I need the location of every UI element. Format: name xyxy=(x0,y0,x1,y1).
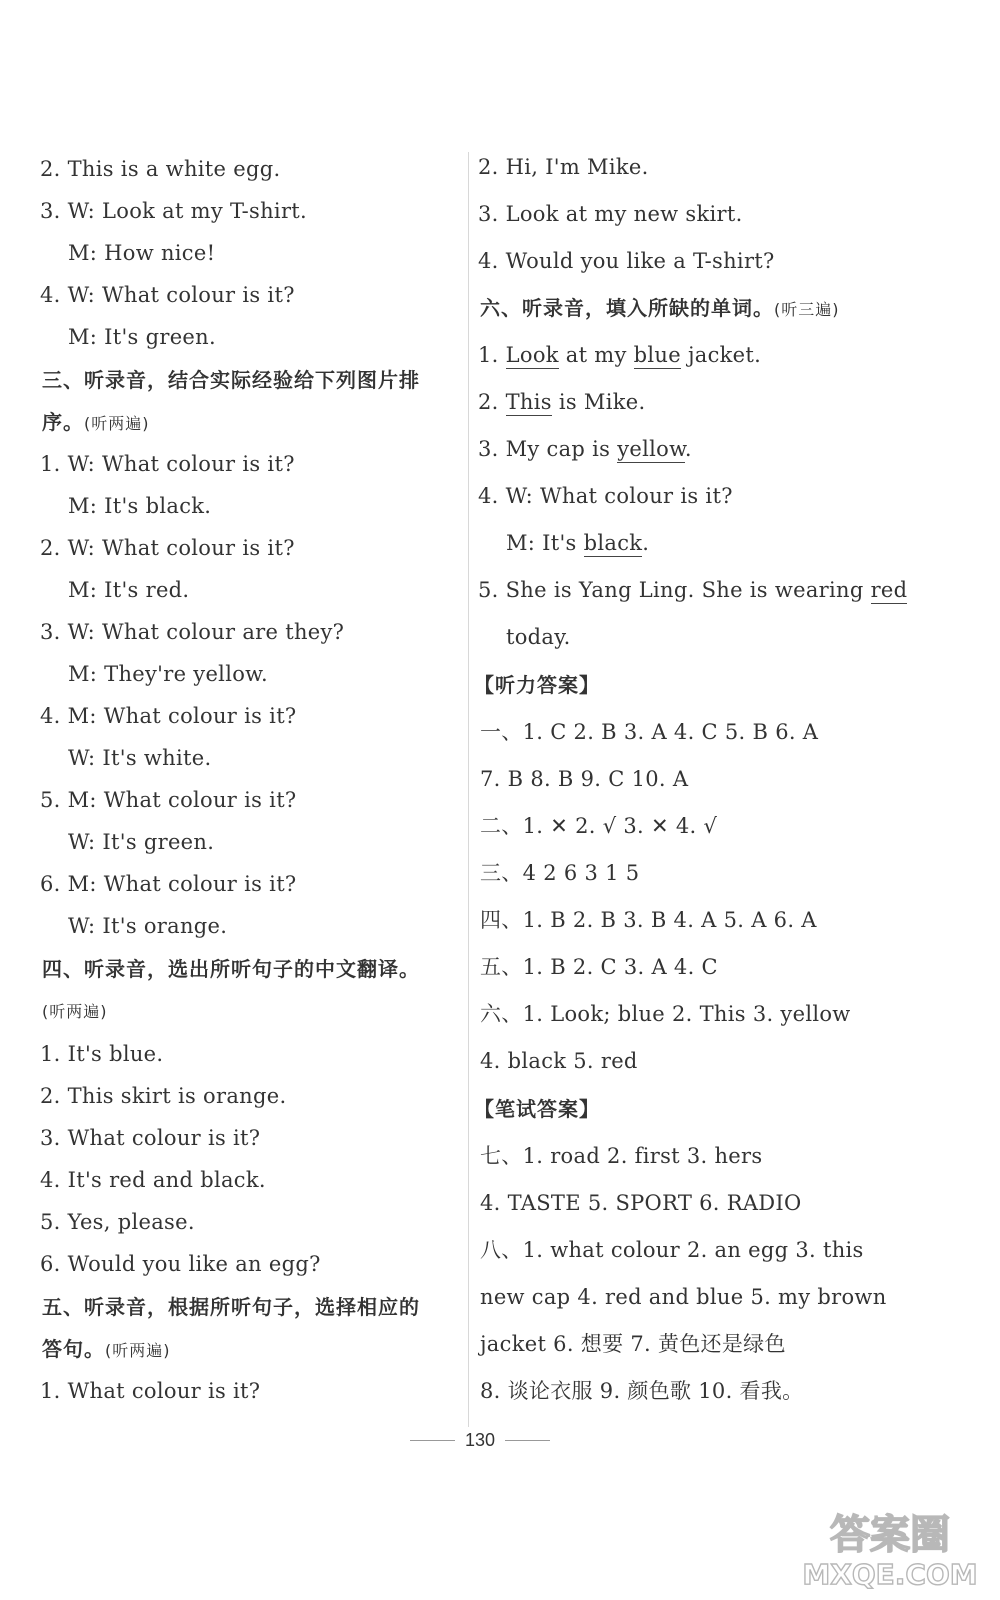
listening-answers-title: 【听力答案】 xyxy=(474,673,600,697)
text-line: M: How nice! xyxy=(68,241,216,265)
text-line: 4. It's red and black. xyxy=(40,1168,266,1192)
fill-blank-line: today. xyxy=(506,625,571,649)
watermark-logo xyxy=(790,1500,980,1590)
text-line: 2. W: What colour is it? xyxy=(40,536,295,560)
answer-line: jacket 6. 想要 7. 黄色还是绿色 xyxy=(480,1332,786,1356)
text-line: W: It's orange. xyxy=(68,914,228,938)
section-heading-3-cont: 序。(听两遍) xyxy=(42,410,150,434)
answer-line: 四、1. B 2. B 3. B 4. A 5. A 6. A xyxy=(480,908,817,932)
footer-dash-right xyxy=(505,1440,550,1441)
text-line: 3. Look at my new skirt. xyxy=(478,202,743,226)
section-heading-4: 四、听录音，选出所听句子的中文翻译。 xyxy=(42,957,420,981)
text-line: M: It's black. xyxy=(68,494,212,518)
text-line: 1. W: What colour is it? xyxy=(40,452,295,476)
answer-line: 六、1. Look; blue 2. This 3. yellow xyxy=(480,1002,851,1026)
text-line: W: It's white. xyxy=(68,746,212,770)
answer-line: 4. TASTE 5. SPORT 6. RADIO xyxy=(480,1191,802,1215)
answer-line: 一、1. C 2. B 3. A 4. C 5. B 6. A xyxy=(480,720,819,744)
text-line: 2. This skirt is orange. xyxy=(40,1084,287,1108)
answer-line: 五、1. B 2. C 3. A 4. C xyxy=(480,955,718,979)
answer-line: 8. 谈论衣服 9. 颜色歌 10. 看我。 xyxy=(480,1379,804,1403)
watermark-text-cn: 答案圈 xyxy=(830,1512,950,1558)
answer-underline: This xyxy=(505,390,552,414)
answer-line: new cap 4. red and blue 5. my brown xyxy=(480,1285,887,1309)
watermark-graphic xyxy=(790,1500,980,1590)
answer-underline: black xyxy=(583,531,643,555)
fill-blank-line: 5. She is Yang Ling. She is wearing red xyxy=(478,578,908,602)
fill-blank-line: 1. Look at my blue jacket. xyxy=(478,343,762,367)
section-heading-5: 五、听录音，根据所听句子，选择相应的 xyxy=(42,1295,420,1319)
answer-line: 三、4 2 6 3 1 5 xyxy=(480,861,640,885)
text-line: 1. What colour is it? xyxy=(40,1379,261,1403)
answer-underline: Look xyxy=(505,343,559,367)
written-answers-title: 【笔试答案】 xyxy=(474,1097,600,1121)
watermark-text-en: MXQE.COM xyxy=(802,1558,978,1590)
fill-blank-line: 2. This is Mike. xyxy=(478,390,646,414)
text-line: 3. What colour is it? xyxy=(40,1126,261,1150)
text-line: 2. Hi, I'm Mike. xyxy=(478,155,649,179)
section-note-4: (听两遍) xyxy=(42,1002,108,1021)
text-line: 4. W: What colour is it? xyxy=(40,283,295,307)
text-line: 5. M: What colour is it? xyxy=(40,788,297,812)
page-footer xyxy=(410,1430,550,1451)
section-heading-5-cont: 答句。(听两遍) xyxy=(42,1337,171,1361)
column-divider xyxy=(468,152,469,1427)
text-line: 3. W: What colour are they? xyxy=(40,620,345,644)
text-line: M: It's red. xyxy=(68,578,190,602)
answer-line: 4. black 5. red xyxy=(480,1049,638,1073)
fill-blank-line: M: It's black. xyxy=(506,531,650,555)
text-line: W: It's green. xyxy=(68,830,215,854)
section-heading-6: 六、听录音，填入所缺的单词。(听三遍) xyxy=(480,296,840,320)
text-line: 3. W: Look at my T-shirt. xyxy=(40,199,308,223)
text-line: 4. Would you like a T-shirt? xyxy=(478,249,775,273)
text-line: 6. Would you like an egg? xyxy=(40,1252,321,1276)
answer-underline: blue xyxy=(633,343,681,367)
fill-blank-line: 4. W: What colour is it? xyxy=(478,484,733,508)
section-heading-3: 三、听录音，结合实际经验给下列图片排 xyxy=(42,368,420,392)
fill-blank-line: 3. My cap is yellow. xyxy=(478,437,692,461)
answer-line: 7. B 8. B 9. C 10. A xyxy=(480,767,689,791)
text-line: 4. M: What colour is it? xyxy=(40,704,297,728)
footer-dash-left xyxy=(410,1440,455,1441)
answer-line: 二、1. ✕ 2. √ 3. ✕ 4. √ xyxy=(480,814,718,838)
answer-line: 八、1. what colour 2. an egg 3. this xyxy=(480,1238,864,1262)
answer-underline: red xyxy=(870,578,908,602)
text-line: 5. Yes, please. xyxy=(40,1210,195,1234)
text-line: 2. This is a white egg. xyxy=(40,157,281,181)
answer-line: 七、1. road 2. first 3. hers xyxy=(480,1144,763,1168)
text-line: 1. It's blue. xyxy=(40,1042,164,1066)
answer-underline: yellow xyxy=(617,437,685,461)
page-number: 130 xyxy=(464,1430,496,1450)
text-line: M: It's green. xyxy=(68,325,216,349)
text-line: M: They're yellow. xyxy=(68,662,268,686)
text-line: 6. M: What colour is it? xyxy=(40,872,297,896)
